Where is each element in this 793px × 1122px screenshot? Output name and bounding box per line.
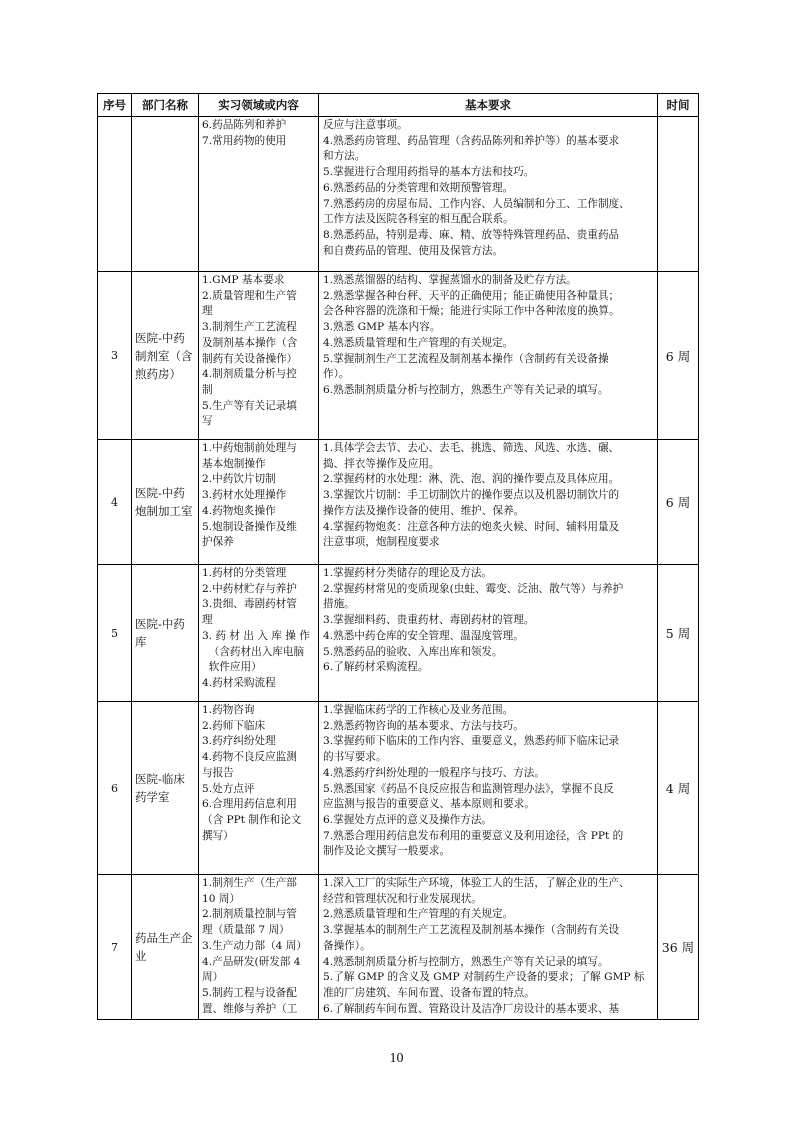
requirement-line: 6.了解药材采购流程。 <box>323 661 429 674</box>
content-line: 3.药材水处理操作 <box>202 489 287 502</box>
department-line: 医院-中药 <box>135 617 185 631</box>
requirement-line: 3.掌握细料药、贵重药材、毒剧药材的管理。 <box>323 614 535 627</box>
requirement-line: 准的厂房建筑、车间布置、设备布置的特点。 <box>323 986 535 999</box>
requirement-line: 的书写要求。 <box>323 751 387 764</box>
content-line: 制药有关设备操作） <box>202 352 298 365</box>
content-cell <box>199 272 319 440</box>
requirement-line: 备操作）。 <box>323 939 371 952</box>
duration-cell <box>658 117 699 272</box>
content-line: 1.制剂生产（生产部 <box>202 877 297 889</box>
content-cell <box>199 702 319 875</box>
requirement-line: 反应与注意事项。 <box>323 119 408 131</box>
requirements-cell <box>319 272 658 440</box>
content-line: 与报告 <box>202 766 234 779</box>
content-cell <box>199 565 319 702</box>
table-row <box>98 272 699 440</box>
department-line: 业 <box>135 949 147 963</box>
requirement-line: 制作及论文撰写一般要求。 <box>323 845 451 858</box>
content-line: 基本炮制操作 <box>202 457 266 470</box>
content-line: 3.生产动力部（4 周） <box>202 939 307 952</box>
content-line: 5.生产等有关记录填 <box>202 399 297 412</box>
requirements-cell <box>319 117 658 272</box>
header-content: 实习领域或内容 <box>199 94 319 117</box>
department-cell <box>132 702 199 875</box>
requirement-line: 6.掌握处方点评的意义及操作方法。 <box>323 813 493 826</box>
requirement-line: 1.具体学会去节、去心、去毛、挑选、筛选、风选、水选、碾、 <box>323 442 620 454</box>
table-row <box>98 440 699 565</box>
duration-cell: 5 周 <box>658 565 699 702</box>
content-line: 置、维修与养护（工 <box>202 1002 298 1015</box>
requirement-line: 6.熟悉制剂质量分析与控制方，熟悉生产等有关记录的填写。 <box>323 383 609 396</box>
content-line: 理（质量部 7 周） <box>202 924 290 937</box>
requirement-line: 经营和管理状况和行业发展现状。 <box>323 892 482 905</box>
requirement-line: 工作方法及医院各科室的相互配合联系。 <box>323 213 514 226</box>
requirement-line: 应监测与报告的重要意义、基本原则和要求。 <box>323 798 535 811</box>
content-line: 2.中药材贮存与养护 <box>202 582 297 595</box>
requirements-cell <box>319 702 658 875</box>
department-line: 炮制加工室 <box>135 504 193 518</box>
department-cell <box>132 875 199 1020</box>
requirement-line: 5.熟悉国家《药品不良反应报告和监测管理办法》，掌握不良反 <box>323 782 614 795</box>
requirement-line: 2.掌握药材常见的变质现象(虫蛀、霉变、泛油、散气等）与养护 <box>323 582 624 595</box>
requirement-line: 3.掌握药师下临床的工作内容、重要意义，熟悉药师下临床记录 <box>323 735 620 748</box>
department-line: 煎药房） <box>135 366 181 381</box>
content-cell <box>199 117 319 272</box>
requirements-cell <box>319 565 658 702</box>
row-number <box>98 117 132 272</box>
content-line: 3. 药 材 出 入 库 操 作 <box>202 629 310 642</box>
header-time: 时间 <box>658 94 699 117</box>
requirement-line: 4.熟悉药房管理、药品管理（含药品陈列和养护等）的基本要求 <box>323 134 620 147</box>
requirement-line: 7.熟悉药房的房屋布局、工作内容、人员编制和分工、工作制度、 <box>323 197 630 210</box>
requirement-line: 和自费药品的管理、使用及保管方法。 <box>323 244 504 257</box>
content-line: 3.制剂生产工艺流程 <box>202 321 297 334</box>
content-line: 5.制药工程与设备配 <box>202 986 297 999</box>
content-line: 7.常用药物的使用 <box>202 134 287 147</box>
requirements-cell <box>319 440 658 565</box>
department-line: 医院-中药 <box>135 486 185 500</box>
requirements-table <box>97 93 699 1020</box>
requirement-line: 作）。 <box>323 368 350 381</box>
requirement-line: 1.深入工厂的实际生产环境，体验工人的生活，了解企业的生产、 <box>323 877 630 889</box>
requirement-line: 4.掌握药物炮炙：注意各种方法的炮炙火候、时间、辅料用量及 <box>323 520 620 533</box>
department-line: 医院-临床 <box>135 772 185 786</box>
row-number: 7 <box>98 875 132 1020</box>
department-line: 库 <box>135 635 147 649</box>
table-row <box>98 875 699 1020</box>
header-requirements: 基本要求 <box>319 94 658 117</box>
content-line: （含 PPt 制作和论文 <box>202 813 302 826</box>
requirement-line: 5.了解 GMP 的含义及 GMP 对制药生产设备的要求；了解 GMP 标 <box>323 971 645 984</box>
requirement-line: 8.熟悉药品，特别是毒、麻、精、放等特殊管理药品、贵重药品 <box>323 228 620 241</box>
content-line: 4.药物炮炙操作 <box>202 504 276 517</box>
content-line: 2.中药饮片切制 <box>202 473 276 486</box>
row-number: 4 <box>98 440 132 565</box>
content-line: （含药材出入库电脑 <box>202 645 305 658</box>
requirement-line: 捣、拌衣等操作及应用。 <box>323 457 440 470</box>
row-number: 5 <box>98 565 132 702</box>
requirement-line: 7.熟悉合理用药信息发布利用的重要意义及利用途径，含 PPt 的 <box>323 829 624 842</box>
requirement-line: 2.熟悉掌握各种台秤、天平的正确使用；能正确使用各种量具； <box>323 289 620 302</box>
department-line: 医院-中药 <box>135 330 185 345</box>
duration-cell: 4 周 <box>658 702 699 875</box>
requirement-line: 5.掌握制剂生产工艺流程及制剂基本操作（含制药有关设备操 <box>323 352 609 365</box>
row-number: 6 <box>98 702 132 875</box>
page-number: 10 <box>389 1051 404 1066</box>
row-number: 3 <box>98 272 132 440</box>
content-line: 5.处方点评 <box>202 782 255 795</box>
requirement-line: 6.了解制药车间布置、管路设计及洁净厂房设计的基本要求、基 <box>323 1002 620 1015</box>
requirement-line: 1.熟悉蒸馏器的结构、掌握蒸馏水的制备及贮存方法。 <box>323 274 577 286</box>
content-line: 4.药物不良反应监测 <box>202 751 297 764</box>
requirement-line: 会各种容器的洗涤和干燥；能进行实际工作中各种浓度的换算。 <box>323 305 620 318</box>
content-line: 6.合理用药信息利用 <box>202 798 297 811</box>
requirement-line: 2.掌握药材的水处理：淋、洗、泡、润的操作要点及具体应用。 <box>323 473 620 486</box>
content-line: 3.贵细、毒剧药材管 <box>202 598 297 611</box>
content-line: 1.GMP 基本要求 <box>202 274 285 286</box>
requirements-cell <box>319 875 658 1020</box>
requirement-line: 1.掌握药材分类储存的理论及方法。 <box>323 567 493 579</box>
content-cell <box>199 440 319 565</box>
content-line: 及制剂基本操作（含 <box>202 336 298 349</box>
requirement-line: 6.熟悉药品的分类管理和效期预警管理。 <box>323 181 514 194</box>
requirement-line: 3.掌握基本的制剂生产工艺流程及制剂基本操作（含制药有关设 <box>323 924 620 937</box>
content-line: 理 <box>202 305 213 318</box>
content-line: 1.中药炮制前处理与 <box>202 442 297 454</box>
header-no: 序号 <box>98 94 132 117</box>
department-line: 制剂室（含 <box>135 348 193 363</box>
requirement-line: 5.掌握进行合理用药指导的基本方法和技巧。 <box>323 166 535 179</box>
requirement-line: 2.熟悉药物咨询的基本要求、方法与技巧。 <box>323 719 524 732</box>
content-line: 1.药物咨询 <box>202 704 255 716</box>
requirement-line: 2.熟悉质量管理和生产管理的有关规定。 <box>323 908 514 921</box>
header-department: 部门名称 <box>132 94 199 117</box>
table-header-row <box>98 94 699 117</box>
requirement-line: 4.熟悉中药仓库的安全管理、温湿度管理。 <box>323 629 524 642</box>
requirement-line: 操作方法及操作设备的使用、维护、保养。 <box>323 504 525 517</box>
requirement-line: 4.熟悉制剂质量分析与控制方，熟悉生产等有关记录的填写。 <box>323 955 609 968</box>
requirement-line: 4.熟悉质量管理和生产管理的有关规定。 <box>323 336 514 349</box>
department-cell <box>132 117 199 272</box>
content-line: 10 周） <box>202 892 241 905</box>
content-line: 撰写） <box>202 829 234 842</box>
requirement-line: 3.熟悉 GMP 基本内容。 <box>323 321 441 334</box>
department-cell <box>132 440 199 565</box>
content-line: 写 <box>202 415 213 428</box>
requirement-line: 1.掌握临床药学的工作核心及业务范围。 <box>323 704 514 716</box>
content-line: 4.药材采购流程 <box>202 676 276 689</box>
content-line: 周） <box>202 971 224 984</box>
duration-cell: 36 周 <box>658 875 699 1020</box>
duration-cell: 6 周 <box>658 272 699 440</box>
department-line: 药品生产企 <box>135 931 193 945</box>
duration-cell: 6 周 <box>658 440 699 565</box>
department-line: 药学室 <box>135 790 170 804</box>
content-line: 6.药品陈列和养护 <box>202 119 287 131</box>
content-line: 4.制剂质量分析与控 <box>202 368 297 381</box>
table-row <box>98 702 699 875</box>
requirement-line: 3.掌握饮片切制：手工切制饮片的操作要点以及机器切制饮片的 <box>323 489 620 502</box>
content-line: 3.药疗纠纷处理 <box>202 735 276 748</box>
requirement-line: 4.熟悉药疗纠纷处理的一般程序与技巧、方法。 <box>323 766 545 779</box>
content-line: 4.产品研发(研发部 4 <box>202 955 301 968</box>
content-line: 1.药材的分类管理 <box>202 567 287 579</box>
requirement-line: 和方法。 <box>323 150 366 163</box>
department-cell <box>132 565 199 702</box>
requirement-line: 5.熟悉药品的验收、入库出库和领发。 <box>323 645 503 658</box>
content-line: 制 <box>202 383 213 396</box>
requirement-line: 措施。 <box>323 598 355 611</box>
table-row <box>98 117 699 272</box>
content-cell <box>199 875 319 1020</box>
content-line: 护保养 <box>202 536 234 549</box>
content-line: 5.炮制设备操作及维 <box>202 520 297 533</box>
department-cell <box>132 272 199 440</box>
content-line: 软件应用） <box>202 661 262 674</box>
content-line: 2.制剂质量控制与管 <box>202 908 297 921</box>
content-line: 2.药师下临床 <box>202 719 266 732</box>
content-line: 理 <box>202 614 213 627</box>
content-line: 2.质量管理和生产管 <box>202 289 297 302</box>
requirement-line: 注意事项，炮制程度要求 <box>323 536 440 549</box>
table-row <box>98 565 699 702</box>
